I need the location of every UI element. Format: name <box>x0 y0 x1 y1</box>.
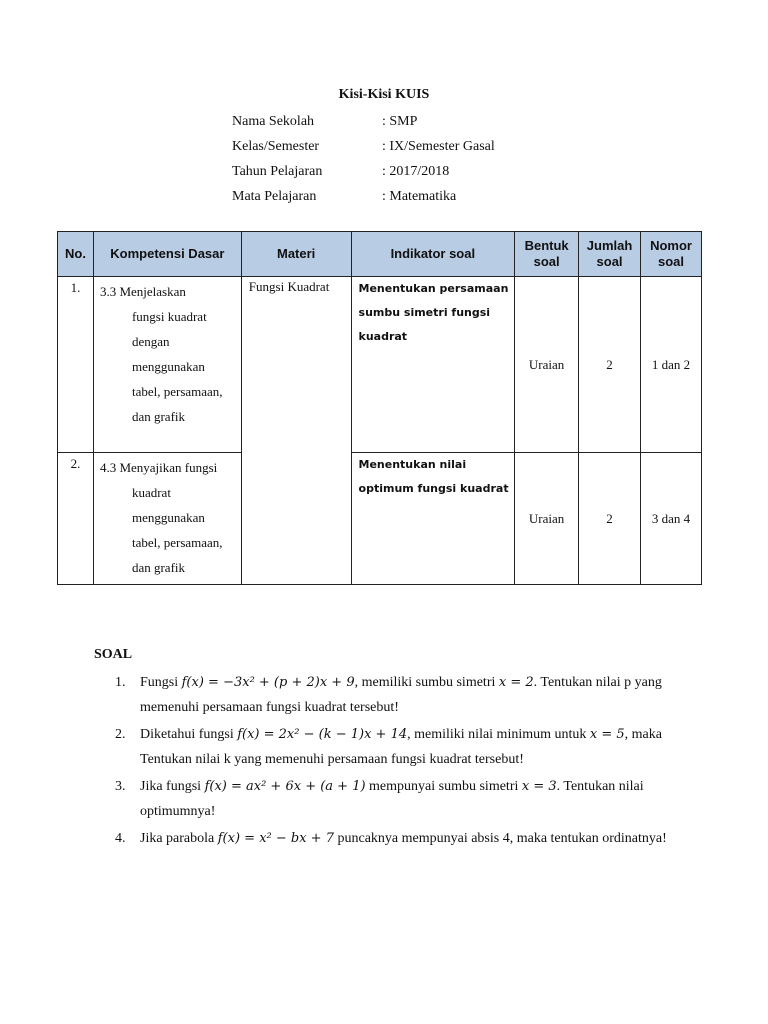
kompetensi-dasar-cell <box>93 453 241 585</box>
info-label: Kelas/Semester <box>232 139 320 154</box>
header-no: No. <box>58 232 94 277</box>
header-text: Nomor <box>650 238 692 253</box>
kd-line: dan grafik <box>131 560 186 575</box>
question-text-part: Fungsi <box>140 675 182 690</box>
document-title: Kisi-Kisi KUIS <box>338 87 430 102</box>
header-nomor <box>641 232 702 277</box>
bentuk-soal-cell: Uraian <box>515 277 579 453</box>
info-label: Tahun Pelajaran <box>232 164 323 179</box>
header-materi: Materi <box>241 232 351 277</box>
question-item <box>115 670 675 720</box>
question-text-part: puncaknya mempunyai absis 4, maka tentukan ordinatnya! <box>333 831 667 846</box>
math-expression: f(x) = −3x² + (p + 2)x + 9 <box>181 675 355 690</box>
table-row <box>58 453 702 585</box>
info-row <box>232 138 495 163</box>
bentuk-soal-cell: Uraian <box>515 453 579 585</box>
question-number: 4. <box>115 831 126 846</box>
info-row <box>232 163 495 188</box>
question-number: 1. <box>115 675 126 690</box>
question-text <box>140 774 675 824</box>
jumlah-soal-cell: 2 <box>579 277 641 453</box>
info-value: : 2017/2018 <box>382 164 450 179</box>
question-text-part: Jika fungsi <box>140 779 205 794</box>
indikator-line: Menentukan persamaan <box>358 282 509 295</box>
materi-cell: Fungsi Kuadrat <box>241 277 351 585</box>
indikator-line: Menentukan nilai <box>358 458 467 471</box>
header-text: soal <box>596 254 623 269</box>
question-text-part: Jika parabola <box>140 831 218 846</box>
question-text-part: , memiliki nilai minimum untuk <box>407 727 590 742</box>
question-text <box>140 826 675 851</box>
info-value: : Matematika <box>382 189 457 204</box>
header-text: Bentuk <box>524 238 569 253</box>
kd-line: dan grafik <box>131 409 186 424</box>
kd-line: fungsi kuadrat <box>131 309 207 324</box>
row-number: 1. <box>58 277 94 453</box>
header-bentuk <box>515 232 579 277</box>
indikator-line: sumbu simetri fungsi <box>358 306 491 319</box>
question-text-part: . Tentukan nilai p yang memenuhi persamaan fungsi kuadrat tersebut! <box>140 675 662 715</box>
row-number: 2. <box>58 453 94 585</box>
math-expression: f(x) = 2x² − (k − 1)x + 14 <box>237 727 408 742</box>
nomor-soal-cell: 3 dan 4 <box>641 453 702 585</box>
kompetensi-dasar-cell <box>93 277 241 453</box>
nomor-soal-cell: 1 dan 2 <box>641 277 702 453</box>
kd-line: dengan <box>131 334 170 349</box>
jumlah-soal-cell: 2 <box>579 453 641 585</box>
question-text-part: Diketahui fungsi <box>140 727 238 742</box>
question-number: 2. <box>115 727 126 742</box>
kisi-kisi-table <box>57 231 702 585</box>
table-row <box>58 277 702 453</box>
school-info <box>232 113 495 213</box>
question-text-part: mempunyai sumbu simetri <box>365 779 522 794</box>
info-row <box>232 188 495 213</box>
question-text <box>140 722 675 772</box>
indikator-cell <box>351 453 515 585</box>
indikator-line: optimum fungsi kuadrat <box>358 482 509 495</box>
question-text-part: . Tentukan nilai optimumnya! <box>140 779 644 819</box>
soal-heading: SOAL <box>94 647 133 662</box>
kd-line: tabel, persamaan, <box>131 535 223 550</box>
math-expression: x = 2 <box>498 675 534 690</box>
question-number: 3. <box>115 779 126 794</box>
question-text <box>140 670 675 720</box>
info-label: Mata Pelajaran <box>232 189 317 204</box>
header-kompetensi-dasar: Kompetensi Dasar <box>93 232 241 277</box>
math-expression: x = 5 <box>589 727 625 742</box>
question-list <box>115 670 675 853</box>
indikator-cell <box>351 277 515 453</box>
info-label: Nama Sekolah <box>232 114 315 129</box>
info-row <box>232 113 495 138</box>
question-text-part: , maka Tentukan nilai k yang memenuhi persamaan fungsi kuadrat tersebut! <box>140 727 662 767</box>
header-indikator: Indikator soal <box>351 232 515 277</box>
kd-line: menggunakan <box>131 359 205 374</box>
question-item <box>115 774 675 824</box>
header-jumlah <box>579 232 641 277</box>
question-item <box>115 722 675 772</box>
math-expression: x = 3 <box>521 779 557 794</box>
indikator-line: kuadrat <box>358 330 408 343</box>
math-expression: f(x) = ax² + 6x + (a + 1) <box>204 779 366 794</box>
kd-line: menggunakan <box>131 510 205 525</box>
kd-line: 3.3 Menjelaskan <box>99 284 186 299</box>
header-text: Jumlah <box>586 238 633 253</box>
question-item <box>115 826 675 851</box>
header-text: soal <box>533 254 560 269</box>
info-value: : SMP <box>382 114 418 129</box>
info-value: : IX/Semester Gasal <box>382 139 495 154</box>
question-text-part: , memiliki sumbu simetri <box>354 675 499 690</box>
kd-line: kuadrat <box>131 485 171 500</box>
kd-line: 4.3 Menyajikan fungsi <box>99 460 218 475</box>
kd-line: tabel, persamaan, <box>131 384 223 399</box>
math-expression: f(x) = x² − bx + 7 <box>217 831 334 846</box>
header-text: soal <box>658 254 685 269</box>
table-header-row <box>58 232 702 277</box>
